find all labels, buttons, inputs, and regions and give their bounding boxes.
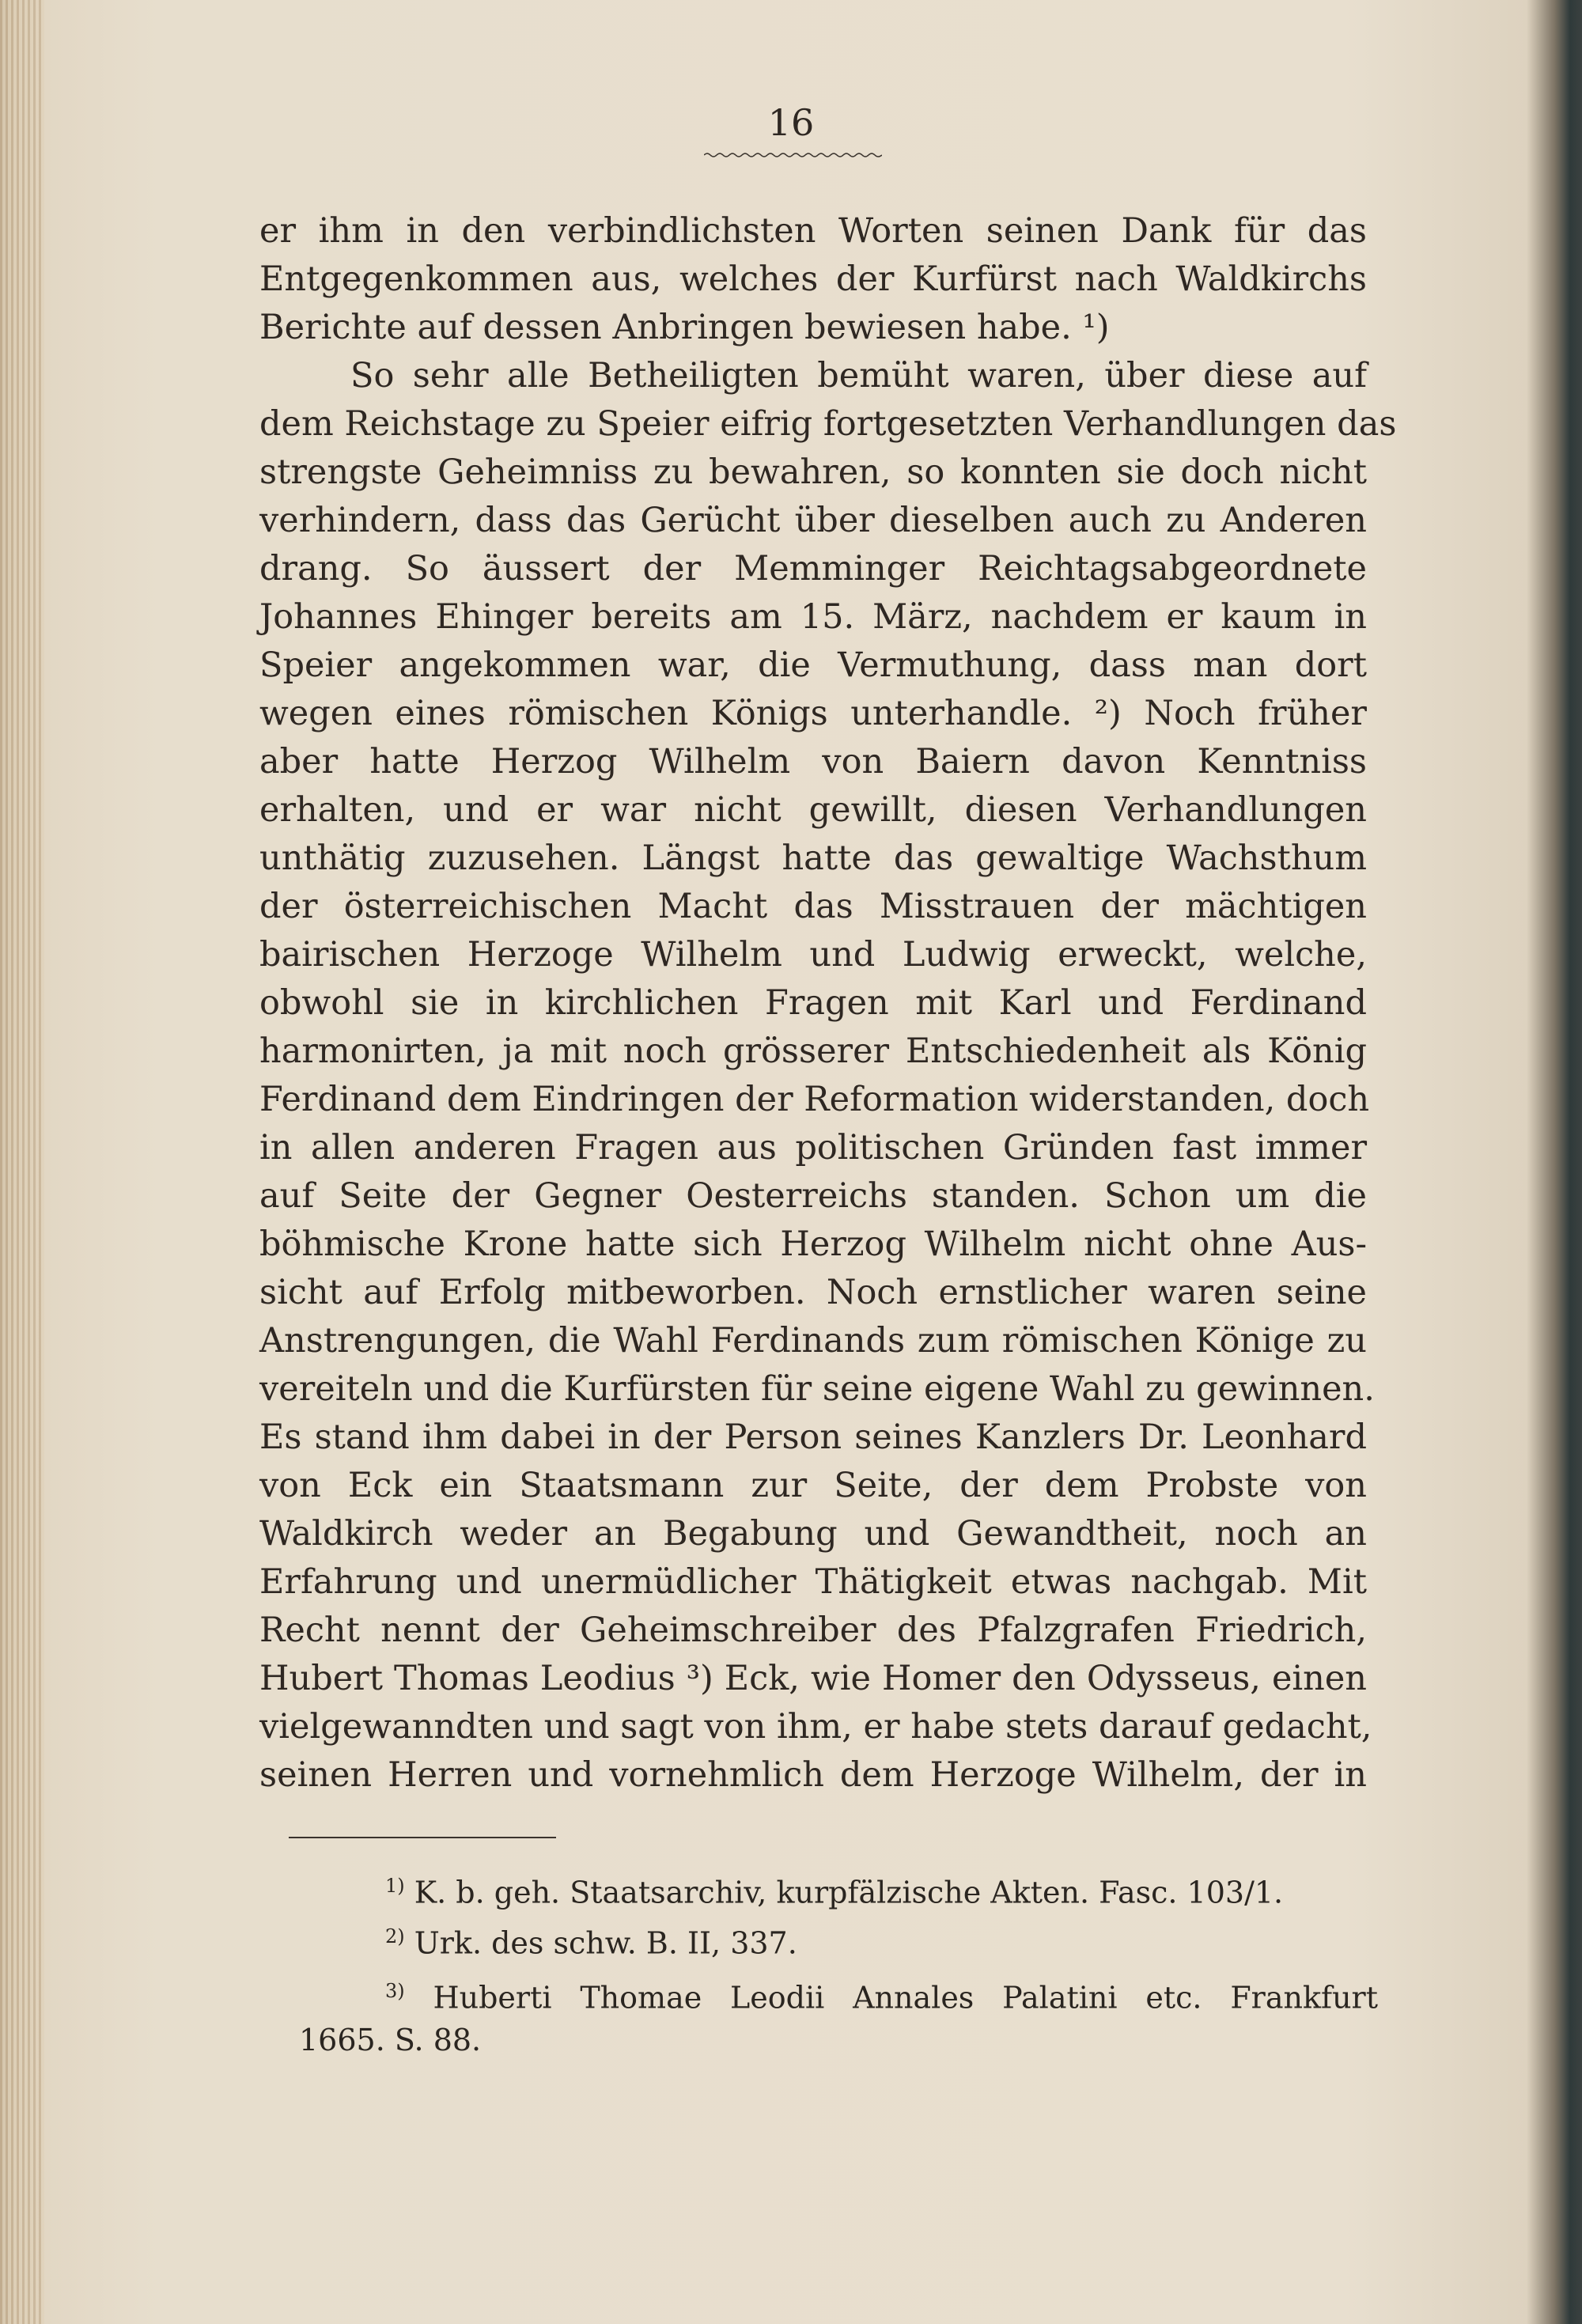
text-line: Anstrengungen, die Wahl Ferdinands zum römischen Könige zu (259, 1321, 1367, 1361)
text-line: wegen eines römischen Königs unterhandle. ²) Noch früher (259, 694, 1367, 733)
text-line: auf Seite der Gegner Oesterreichs standen. Schon um die (259, 1176, 1367, 1216)
text-line: der österreichischen Macht das Misstrauen der mächtigen (259, 887, 1367, 926)
footnote-1: $^{1)}$ K. b. geh. Staatsarchiv, kurpfälzische Akten. Fasc. 103/1. (385, 1875, 1284, 1910)
text-line: Waldkirch weder an Begabung und Gewandtheit, noch an (259, 1514, 1367, 1554)
text-line: unthätig zuzusehen. Längst hatte das gewaltige Wachsthum (259, 838, 1367, 878)
text-line: vielgewanndten und sagt von ihm, er habe stets darauf gedacht, (259, 1707, 1372, 1747)
text-line: Erfahrung und unermüdlicher Thätigkeit etwas nachgab. Mit (259, 1562, 1367, 1602)
text-line: Entgegenkommen aus, welches der Kurfürst nach Waldkirchs (259, 259, 1367, 299)
text-line: von Eck ein Staatsmann zur Seite, der dem Probste von (259, 1466, 1367, 1505)
text-line: in allen anderen Fragen aus politischen Gründen fast immer (259, 1128, 1367, 1168)
text-line: Hubert Thomas Leodius ³) Eck, wie Homer den Odysseus, einen (259, 1659, 1367, 1698)
text-line: Es stand ihm dabei in der Person seines Kanzlers Dr. Leonhard (259, 1417, 1367, 1457)
text-line: Recht nennt der Geheimschreiber des Pfalzgrafen Friedrich, (259, 1611, 1367, 1650)
text-line: dem Reichstage zu Speier eifrig fortgesetzten Verhandlungen das (259, 404, 1397, 444)
text-line: So sehr alle Betheiligten bemüht waren, über diese auf (350, 356, 1367, 396)
text-line: drang. So äussert der Memminger Reichtagsabgeordnete (259, 549, 1367, 589)
text-line: obwohl sie in kirchlichen Fragen mit Karl und Ferdinand (259, 983, 1367, 1023)
text-line: bairischen Herzoge Wilhelm und Ludwig erweckt, welche, (259, 935, 1367, 975)
text-line: harmonirten, ja mit noch grösserer Entschiedenheit als König (259, 1031, 1367, 1071)
footnote-3-continuation: 1665. S. 88. (299, 2023, 482, 2057)
text-line: Ferdinand dem Eindringen der Reformation widerstanden, doch (259, 1080, 1370, 1119)
page-number: 16 (767, 101, 815, 144)
text-line: seinen Herren und vornehmlich dem Herzoge Wilhelm, der in (259, 1755, 1367, 1795)
text-line: aber hatte Herzog Wilhelm von Baiern davon Kenntniss (259, 742, 1367, 782)
text-line: erhalten, und er war nicht gewillt, diesen Verhandlungen (259, 790, 1367, 830)
footnote-3: $^{3)}$ Huberti Thomae Leodii Annales Palatini etc. Frankfurt (385, 1980, 1378, 2016)
footnote-rule (289, 1837, 556, 1838)
text-line: Berichte auf dessen Anbringen bewiesen habe. ¹) (259, 308, 1110, 347)
page-edges (0, 0, 44, 2324)
text-line: böhmische Krone hatte sich Herzog Wilhelm nicht ohne Aus- (259, 1224, 1367, 1264)
text-line: Johannes Ehinger bereits am 15. März, nachdem er kaum in (259, 597, 1367, 637)
footnote-2: $^{2)}$ Urk. des schw. B. II, 337. (385, 1925, 797, 1961)
ornamental-rule (704, 152, 882, 158)
text-line: sicht auf Erfolg mitbeworben. Noch ernstlicher waren seine (259, 1273, 1367, 1312)
text-line: strengste Geheimniss zu bewahren, so konnten sie doch nicht (259, 452, 1367, 492)
text-line: er ihm in den verbindlichsten Worten seinen Dank für das (259, 211, 1367, 251)
text-line: Speier angekommen war, die Vermuthung, dass man dort (259, 645, 1367, 685)
text-line: verhindern, dass das Gerücht über dieselben auch zu Anderen (259, 501, 1367, 540)
body-text (259, 207, 1397, 1800)
text-line: vereiteln und die Kurfürsten für seine eigene Wahl zu gewinnen. (259, 1369, 1375, 1409)
